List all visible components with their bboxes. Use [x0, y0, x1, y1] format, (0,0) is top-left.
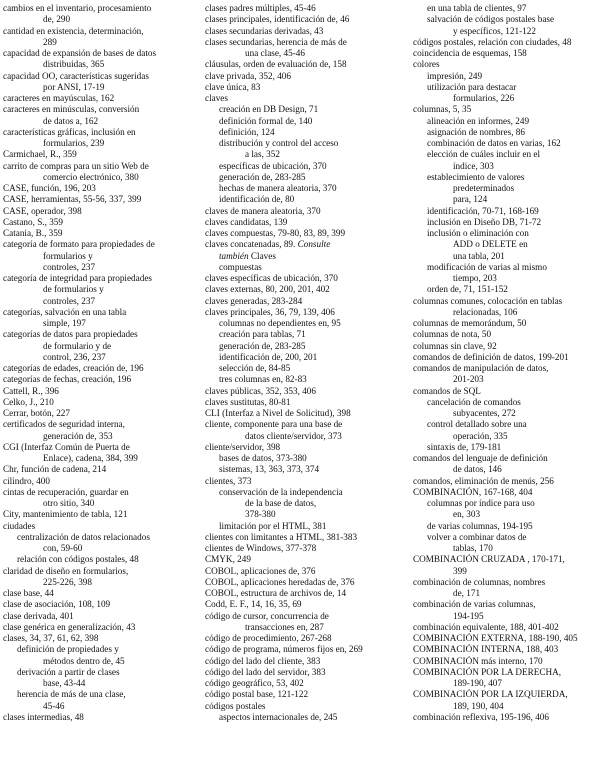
index-entry: combinación de datos en varias, 162	[427, 138, 561, 148]
index-column-3	[413, 3, 599, 723]
index-entry: clases principales, identificación de, 46	[205, 14, 350, 25]
index-entry: clase base, 44	[3, 588, 54, 598]
index-entry: clientes, 373	[205, 475, 252, 486]
index-entry: utilización para destacar	[427, 81, 517, 92]
index-entry: claves concatenadas, 89. Consulte	[205, 239, 331, 250]
index-entry: limitación por el HTML, 381	[219, 520, 327, 531]
index-entry: clave única, 83	[205, 81, 261, 92]
index-entry: clases padres múltiples, 45-46	[205, 3, 316, 13]
index-entry: columnas de nota, 50	[413, 329, 492, 340]
index-entry: CASE, función, 196, 203	[3, 183, 96, 193]
index-entry: columnas sin clave, 92	[413, 340, 497, 351]
index-entry: aspectos internacionales de, 245	[219, 711, 338, 722]
index-entry: combinación de varias columnas,	[413, 599, 536, 610]
index-entry: cliente, componente para una base de	[205, 419, 343, 430]
index-entry: con, 59-60	[43, 543, 83, 553]
index-entry: subyacentes, 272	[453, 408, 516, 418]
index-entry: capacidad OO, características sugeridas	[3, 70, 149, 81]
index-entry: operación, 335	[453, 430, 508, 441]
index-entry: categorías de edades, creación de, 196	[3, 363, 144, 373]
index-entry: 289	[43, 36, 57, 47]
index-entry: controles, 237	[43, 261, 96, 272]
index-entry: CASE, operador, 398	[3, 205, 82, 216]
index-entry: COMBINACIÓN INTERNA, 188, 403	[413, 644, 559, 655]
index-entry: distribuidas, 365	[43, 59, 105, 70]
index-entry: una tabla, 201	[453, 250, 505, 261]
index-entry: comandos de definición de datos, 199-201	[413, 351, 569, 362]
index-entry: definición de propiedades y	[17, 644, 119, 655]
index-entry: claves principales, 36, 79, 139, 406	[205, 306, 335, 317]
index-entry: claves compuestas, 79-80, 83, 89, 399	[205, 228, 346, 238]
index-entry: creación para tablas, 71	[219, 329, 306, 340]
index-entry: en, 303	[453, 509, 481, 520]
index-entry: columnas de memorándum, 50	[413, 318, 527, 328]
index-entry: CGI (Interfaz Común de Puerta de	[3, 441, 130, 452]
index-entry: sintaxis de, 179-181	[427, 441, 502, 452]
index-entry: cambios en el inventario, procesamiento	[3, 3, 152, 13]
index-entry: categorías de datos para propiedades	[3, 329, 138, 340]
index-entry: columnas no dependientes en, 95	[219, 318, 341, 328]
index-entry: COMBINACIÓN más interno, 170	[413, 655, 543, 666]
index-entry: 189-190, 407	[453, 678, 502, 688]
index-entry: comercio electrónico, 380	[43, 171, 139, 182]
index-entry: centralización de datos relacionados	[17, 531, 150, 542]
index-entry: identificación, 70-71, 168-169	[427, 205, 539, 216]
index-entry: COMBINACIÓN POR LA IZQUIERDA,	[413, 689, 568, 700]
index-entry: colores	[413, 59, 440, 70]
index-entry: definición, 124	[219, 126, 275, 137]
index-entry: claves específicas de ubicación, 370	[205, 273, 338, 283]
index-entry: establecimiento de valores	[427, 171, 525, 182]
index-entry: categoría de formato para propiedades de	[3, 239, 155, 250]
index-entry: Codd, E. F., 14, 16, 35, 69	[205, 599, 302, 610]
index-entry: clase de asociación, 108, 109	[3, 599, 111, 610]
index-entry: clases secundarias derivadas, 43	[205, 25, 324, 36]
index-entry: Catania, B., 359	[3, 228, 63, 238]
index-entry: Chr, función de cadena, 214	[3, 464, 107, 475]
index-entry: clase derivada, 401	[3, 610, 74, 621]
index-entry: CASE, herramientas, 55-56, 337, 399	[3, 194, 142, 205]
index-entry: certificados de seguridad interna,	[3, 419, 125, 430]
index-entry: columnas comunes, colocación en tablas	[413, 295, 563, 306]
index-entry: clase genérica en generalización, 43	[3, 621, 136, 632]
index-entry: métodos dentro de, 45	[43, 655, 125, 666]
index-entry: de, 290	[43, 14, 71, 25]
index-entry: Cerrar, botón, 227	[3, 408, 70, 418]
index-entry: código del lado del servidor, 383	[205, 666, 326, 677]
index-entry: 194-195	[453, 610, 484, 621]
index-entry: 189, 190, 404	[453, 700, 504, 711]
index-entry: COMBINACIÓN EXTERNA, 188-190, 405	[413, 633, 578, 643]
index-entry: claves candidatas, 139	[205, 216, 288, 227]
index-entry: impresión, 249	[427, 70, 483, 81]
index-entry: cláusulas, orden de evaluación de, 158	[205, 59, 347, 70]
index-entry: y específicos, 121-122	[453, 25, 536, 36]
index-entry: coincidencia de esquemas, 158	[413, 48, 527, 58]
index-entry: selección de, 84-85	[219, 363, 291, 373]
index-entry: también Claves	[219, 250, 276, 261]
index-entry: formularios, 226	[453, 93, 515, 103]
index-entry: de datos, 146	[453, 464, 502, 475]
index-entry: clientes con limitantes a HTML, 381-383	[205, 531, 358, 542]
index-entry: 378-380	[245, 509, 276, 520]
index-entry: COMBINACIÓN CRUZADA , 170-171,	[413, 554, 565, 565]
index-entry: hechas de manera aleatoria, 370	[219, 183, 337, 193]
index-entry: códigos postales, relación con ciudades, 48	[413, 36, 572, 47]
index-entry: por ANSI, 17-19	[43, 81, 105, 92]
index-entry: datos cliente/servidor, 373	[245, 430, 342, 441]
index-entry: sistemas, 13, 363, 373, 374	[219, 464, 320, 475]
index-entry: claves externas, 80, 200, 201, 402	[205, 284, 330, 295]
index-entry: caracteres en mayúsculas, 162	[3, 93, 115, 103]
index-entry: ciudades	[3, 520, 36, 531]
index-entry: de formularios y	[43, 284, 104, 295]
index-entry: carrito de compras para un sitio Web de	[3, 160, 149, 171]
index-entry: código postal base, 121-122	[205, 689, 309, 700]
index-entry: combinación equivalente, 188, 401-402	[413, 621, 559, 632]
index-entry: base, 43-44	[43, 678, 86, 688]
index-entry: claves generadas, 283-284	[205, 295, 303, 306]
index-entry: control, 236, 237	[43, 351, 106, 362]
index-entry: 225-226, 398	[43, 576, 92, 587]
index-entry: categoría de integridad para propiedades	[3, 273, 152, 283]
index-entry: a las, 352	[245, 149, 280, 160]
index-entry: otro sitio, 340	[43, 498, 95, 508]
index-entry: tablas, 170	[453, 543, 493, 553]
index-entry: salvación de códigos postales base	[427, 14, 555, 25]
index-entry: COMBINACIÓN POR LA DERECHA,	[413, 666, 562, 677]
index-entry: comandos del lenguaje de definición	[413, 453, 548, 463]
index-entry: generación de, 283-285	[219, 340, 306, 351]
index-entry: código del lado del cliente, 383	[205, 655, 321, 666]
index-entry: claves de manera aleatoria, 370	[205, 205, 321, 216]
index-entry: identificación de, 80	[219, 194, 295, 205]
index-entry: clases intermedias, 48	[3, 711, 84, 722]
index-entry: relacionadas, 106	[453, 306, 518, 317]
index-entry: capacidad de expansión de bases de datos	[3, 48, 157, 58]
index-entry: formularios y	[43, 250, 93, 261]
index-entry: cilindro, 400	[3, 475, 50, 486]
index-entry: COBOL, estructura de archivos de, 14	[205, 588, 347, 598]
index-entry: columnas, 5, 35	[413, 104, 472, 115]
index-entry: inclusión en Diseño DB, 71-72	[427, 216, 542, 227]
index-entry: generación de, 353	[43, 430, 113, 441]
index-entry: categorías, salvación en una tabla	[3, 306, 127, 317]
index-entry: Cattell, R., 396	[3, 385, 59, 396]
index-entry: 45-46	[43, 700, 65, 711]
index-entry: clases secundarias, herencia de más de	[205, 36, 347, 47]
index-entry: compuestas	[219, 261, 262, 272]
index-entry: transacciones en, 287	[245, 621, 324, 632]
index-entry: controles, 237	[43, 295, 96, 306]
index-entry: 399	[453, 565, 467, 576]
index-entry: Celko, J., 210	[3, 396, 54, 407]
index-entry: CMYK, 249	[205, 554, 251, 565]
index-entry: tiempo, 203	[453, 273, 497, 283]
index-entry: cancelación de comandos	[427, 396, 521, 407]
index-entry: inclusión o eliminación con	[427, 228, 529, 238]
index-entry: comandos de manipulación de datos,	[413, 363, 549, 373]
index-entry: elección de cuáles incluir en el	[427, 149, 540, 160]
index-entry: para, 124	[453, 194, 488, 205]
index-entry: relación con códigos postales, 48	[17, 554, 139, 565]
index-entry: generación de, 283-285	[219, 171, 306, 182]
index-entry: Enlace), cadena, 384, 399	[43, 453, 138, 463]
index-entry: cantidad en existencia, determinación,	[3, 25, 144, 36]
index-entry: comandos de SQL	[413, 385, 481, 396]
index-entry: COBOL, aplicaciones heredadas de, 376	[205, 576, 355, 587]
index-entry: combinación de columnas, nombres	[413, 576, 546, 587]
index-entry: orden de, 71, 151-152	[427, 284, 508, 295]
index-entry: columnas por índice para uso	[427, 498, 535, 508]
index-entry: asignación de nombres, 86	[427, 126, 525, 137]
index-entry: herencia de más de una clase,	[17, 689, 126, 700]
index-entry: simple, 197	[43, 318, 86, 328]
index-entry: de, 171	[453, 588, 481, 598]
index-entry: claridad de diseño en formularios,	[3, 565, 129, 576]
index-entry: código de programa, números fijos en, 269	[205, 644, 363, 655]
index-entry: ADD o DELETE en	[453, 239, 528, 250]
index-entry: tres columnas en, 82-83	[219, 374, 307, 385]
index-entry: modificación de varias al mismo	[427, 261, 547, 272]
index-entry: claves sustitutas, 80-81	[205, 396, 291, 407]
index-entry: definición formal de, 140	[219, 115, 313, 126]
index-entry: clientes de Windows, 377-378	[205, 543, 317, 553]
index-entry: de varias columnas, 194-195	[427, 520, 533, 531]
index-entry: creación en DB Design, 71	[219, 104, 319, 115]
index-entry: City, mantenimiento de tabla, 121	[3, 509, 128, 520]
index-entry: conservación de la independencia	[219, 486, 343, 497]
index-entry: bases de datos, 373-380	[219, 453, 307, 463]
index-entry: clases, 34, 37, 61, 62, 398	[3, 633, 99, 643]
index-entry: específicas de ubicación, 370	[219, 160, 327, 171]
index-entry: alineación en informes, 249	[427, 115, 530, 126]
index-entry: COBOL, aplicaciones de, 376	[205, 565, 316, 576]
index-entry: códigos postales	[205, 700, 266, 711]
index-entry: código de cursor, concurrencia de	[205, 610, 329, 621]
index-entry: cintas de recuperación, guardar en	[3, 486, 129, 497]
index-entry: volver a combinar datos de	[427, 531, 527, 542]
index-entry: distribución y control del acceso	[219, 138, 339, 148]
index-entry: características gráficas, inclusión en	[3, 126, 136, 137]
index-entry: 201-203	[453, 374, 484, 385]
index-entry: en una tabla de clientes, 97	[427, 3, 527, 13]
index-entry: formularios, 239	[43, 138, 105, 148]
index-entry: comandos, eliminación de menús, 256	[413, 475, 554, 486]
index-entry: código geográfico, 53, 402	[205, 678, 304, 688]
index-entry: derivación a partir de clases	[17, 666, 120, 677]
index-entry: código de procedimiento, 267-268	[205, 633, 332, 643]
index-entry: Carmichael, R., 359	[3, 149, 77, 160]
index-entry: cliente/servidor, 398	[205, 441, 281, 452]
index-entry: CLI (Interfaz a Nivel de Solicitud), 398	[205, 408, 351, 418]
index-entry: de formulario y de	[43, 340, 112, 351]
index-entry: de la base de datos,	[245, 498, 317, 508]
index-entry: categorías de fechas, creación, 196	[3, 374, 132, 385]
index-entry: identificación de, 200, 201	[219, 351, 318, 362]
index-column-2	[205, 3, 407, 723]
index-column-1	[3, 3, 199, 723]
index-entry: caracteres en minúsculas, conversión	[3, 104, 140, 115]
index-entry: combinación reflexiva, 195-196, 406	[413, 711, 549, 722]
index-entry: una clase, 45-46	[245, 48, 305, 58]
index-entry: control detallado sobre una	[427, 419, 527, 430]
index-entry: predeterminados	[453, 183, 515, 193]
index-entry: claves	[205, 93, 228, 103]
index-entry: COMBINACIÓN, 167-168, 404	[413, 486, 533, 497]
index-entry: claves públicas, 352, 353, 406	[205, 385, 316, 396]
index-entry: de datos a, 162	[43, 115, 99, 126]
index-entry: Castano, S., 359	[3, 216, 63, 227]
index-entry: clave privada, 352, 406	[205, 70, 291, 81]
index-entry: índice, 303	[453, 160, 494, 171]
